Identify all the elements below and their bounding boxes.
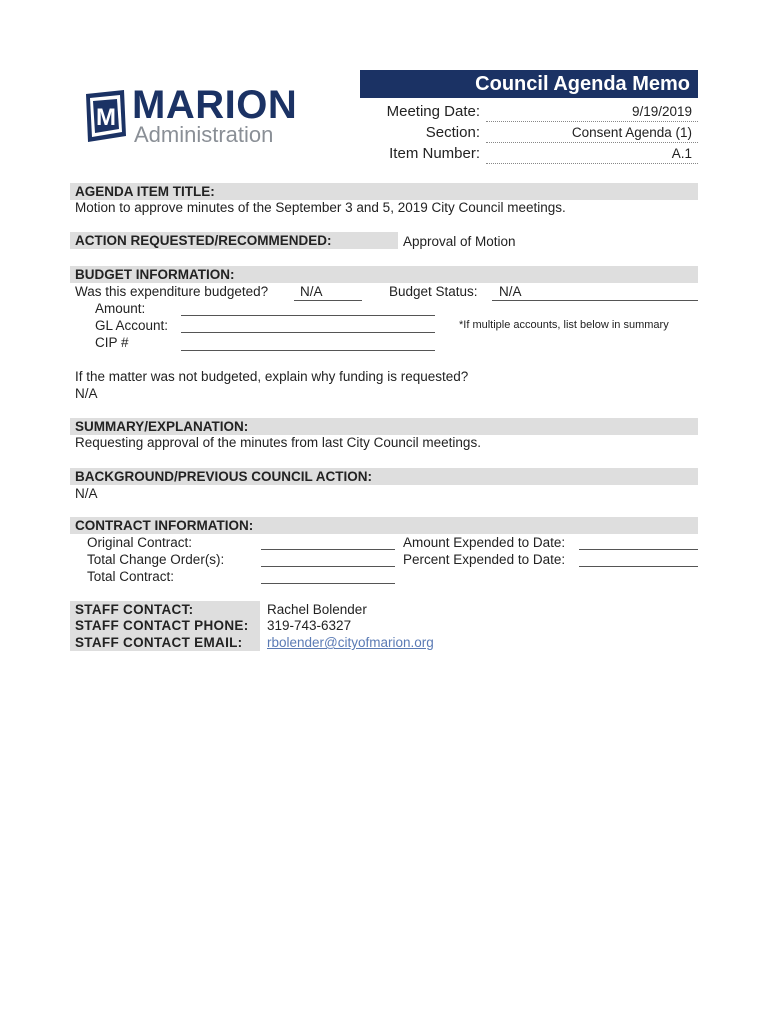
staff-contact-email-link[interactable]: rbolender@cityofmarion.org	[267, 635, 434, 650]
budgeted-question-label: Was this expenditure budgeted?	[75, 284, 269, 299]
budget-status-value: N/A	[492, 283, 698, 301]
item-number-label: Item Number:	[389, 145, 480, 162]
agenda-item-title-text: Motion to approve minutes of the September 3 and 5, 2019 City Council meetings.	[75, 200, 566, 215]
item-number-value: A.1	[486, 145, 698, 164]
section-value: Consent Agenda (1)	[486, 124, 698, 143]
logo-subtitle: Administration	[134, 122, 274, 147]
staff-contact-name: Rachel Bolender	[267, 602, 367, 617]
change-orders-label: Total Change Order(s):	[87, 552, 225, 567]
section-label: Section:	[425, 124, 480, 141]
background-heading: BACKGROUND/PREVIOUS COUNCIL ACTION:	[70, 468, 698, 485]
summary-heading: SUMMARY/EXPLANATION:	[70, 418, 698, 435]
background-text: N/A	[75, 486, 98, 501]
original-contract-field-line	[261, 549, 395, 550]
amount-expended-label: Amount Expended to Date:	[403, 535, 566, 550]
gl-account-label: GL Account:	[95, 318, 169, 333]
summary-text: Requesting approval of the minutes from last City Council meetings.	[75, 435, 481, 450]
cip-label: CIP #	[95, 335, 129, 350]
amount-expended-field-line	[579, 549, 698, 550]
budget-status-label: Budget Status:	[389, 284, 478, 299]
meeting-date-label: Meeting Date:	[386, 103, 480, 120]
contract-information-heading: CONTRACT INFORMATION:	[70, 517, 698, 534]
amount-field-line	[181, 315, 435, 316]
change-orders-field-line	[261, 566, 395, 567]
amount-label: Amount:	[95, 301, 146, 316]
budgeted-value: N/A	[294, 283, 362, 301]
budget-information-heading: BUDGET INFORMATION:	[70, 266, 698, 283]
staff-email-label: STAFF CONTACT EMAIL:	[75, 635, 243, 650]
percent-expended-label: Percent Expended to Date:	[403, 552, 566, 567]
memo-title: Council Agenda Memo	[360, 70, 698, 98]
marion-logo-mark	[82, 88, 128, 144]
logo-letter: M	[96, 104, 116, 131]
original-contract-label: Original Contract:	[87, 535, 193, 550]
action-requested-heading: ACTION REQUESTED/RECOMMENDED:	[70, 232, 398, 249]
meeting-date-value: 9/19/2019	[486, 103, 698, 122]
staff-contact-phone: 319-743-6327	[267, 618, 352, 633]
total-contract-field-line	[261, 583, 395, 584]
staff-contact-label: STAFF CONTACT:	[75, 602, 194, 617]
not-budgeted-answer: N/A	[75, 386, 98, 401]
action-requested-value: Approval of Motion	[403, 234, 516, 249]
percent-expended-field-line	[579, 566, 698, 567]
agenda-item-title-heading: AGENDA ITEM TITLE:	[70, 183, 698, 200]
gl-account-field-line	[181, 332, 435, 333]
staff-phone-label: STAFF CONTACT PHONE:	[75, 618, 249, 633]
logo-wordmark: MARION	[132, 83, 298, 127]
cip-field-line	[181, 350, 435, 351]
total-contract-label: Total Contract:	[87, 569, 175, 584]
multiple-accounts-note: *If multiple accounts, list below in summary	[459, 319, 669, 331]
not-budgeted-question: If the matter was not budgeted, explain why funding is requested?	[75, 369, 469, 384]
